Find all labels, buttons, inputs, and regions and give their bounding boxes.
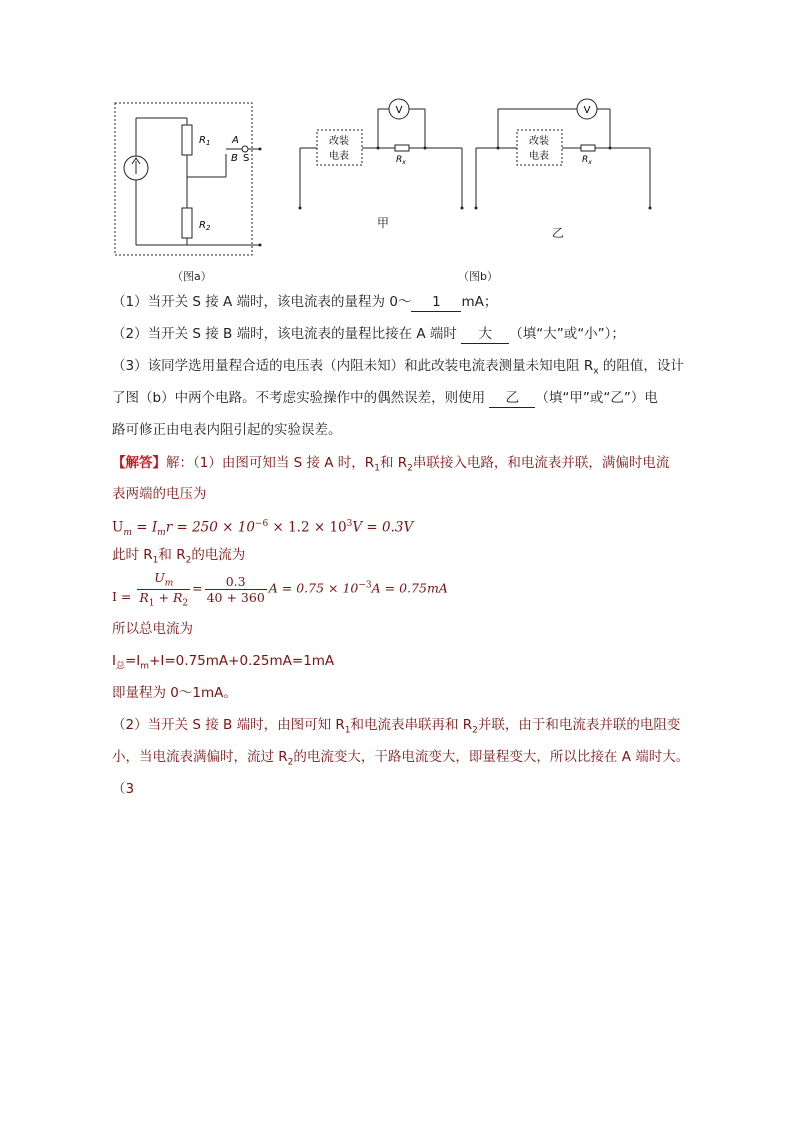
solution-line-7: 小，当电流表满偏时，流过 $R_2$的电流变大，干路电流变大，即量程变大，所以比接在 A 端时大。 bbox=[112, 749, 690, 768]
label-b: B bbox=[231, 153, 238, 164]
solution-line-6: （2）当开关 S 接 B 端时，由图可知 $R_1$和电流表串联再和 $R_2$并联，由于和电流表并联的电阻变 bbox=[112, 717, 681, 736]
figure-a-caption: （图a） bbox=[172, 270, 212, 283]
equation-3: $I_总=I_m+I=0.75mA+0.25mA=1mA$ bbox=[112, 653, 335, 672]
svg-text:Rx: $R_x$ bbox=[582, 155, 592, 166]
svg-text:电表: 电表 bbox=[529, 151, 549, 162]
question-2: （2）当开关 S 接 B 端时，该电流表的量程比接在 A 端时 大 （填“大”或“小”）； bbox=[112, 326, 625, 342]
figure-b-caption: （图b） bbox=[458, 270, 498, 283]
resistor-rx bbox=[395, 145, 409, 151]
svg-text:V: V bbox=[583, 105, 591, 116]
label-a: A bbox=[232, 135, 239, 146]
label-yi: 乙 bbox=[552, 226, 565, 240]
resistor-r1 bbox=[182, 125, 192, 155]
answer-blank-3: 乙 bbox=[489, 389, 535, 408]
solution-line-4: 所以总电流为 bbox=[112, 621, 193, 637]
figure-a-circuit bbox=[110, 98, 280, 268]
svg-text:V: V bbox=[395, 105, 403, 116]
question-3-line-2: 了图（b）中两个电路。不考虑实验操作中的偶然误差，则使用 乙 （填“甲”或“乙”）电 bbox=[112, 390, 658, 406]
svg-text:Rx: $R_x$ bbox=[396, 155, 406, 166]
figure-b-circuit-yi bbox=[472, 96, 657, 236]
answer-blank-1: 1 bbox=[411, 293, 461, 312]
label-r2: $R_2$ bbox=[199, 220, 211, 232]
svg-text:改装: 改装 bbox=[529, 136, 549, 147]
question-1: （1）当开关 S 接 A 端时，该电流表的量程为 0～ 1 mA； bbox=[112, 294, 498, 310]
label-s: S bbox=[243, 153, 250, 164]
answer-tag: 【解答】 bbox=[112, 455, 166, 471]
svg-text:电表: 电表 bbox=[329, 151, 349, 162]
resistor-r2 bbox=[182, 208, 192, 238]
question-3-line-3: 路可修正由电表内阻引起的实验误差。 bbox=[112, 422, 342, 438]
equation-2: I = $\frac{U_m}{R_1 + R_2}$ = $\frac{0.3}{40 + 360}$ $A = 0.75 \times 10^{-3}A = 0.75mA$ bbox=[112, 570, 448, 608]
question-3-line-1: （3）该同学选用量程合适的电压表（内阻未知）和此改装电流表测量未知电阻 $R_x$ 的阻值，设计 bbox=[112, 358, 684, 377]
solution-line-3: 此时 $R_1$和 $R_2$的电流为 bbox=[112, 547, 246, 566]
solution-line-2: 表两端的电压为 bbox=[112, 486, 207, 502]
equation-1: $U_m = I_mr = 250 \times 10^{-6} \times 1.2 \times 10^3V = 0.3V$ bbox=[112, 519, 414, 539]
switch-contact bbox=[242, 146, 248, 152]
resistor-rx bbox=[581, 145, 595, 151]
label-jia: 甲 bbox=[377, 216, 390, 230]
label-r1: $R_1$ bbox=[199, 135, 211, 147]
answer-blank-2: 大 bbox=[461, 325, 509, 344]
svg-text:改装: 改装 bbox=[329, 136, 349, 147]
solution-line-1: 【解答】解：（1）由图可知当 S 接 A 时，$R_1$和 $R_2$串联接入电路，和电流表并联，满偏时电流 bbox=[112, 455, 670, 474]
solution-line-8: （3 bbox=[112, 781, 135, 797]
solution-line-5: 即量程为 0～1mA。 bbox=[112, 685, 237, 701]
